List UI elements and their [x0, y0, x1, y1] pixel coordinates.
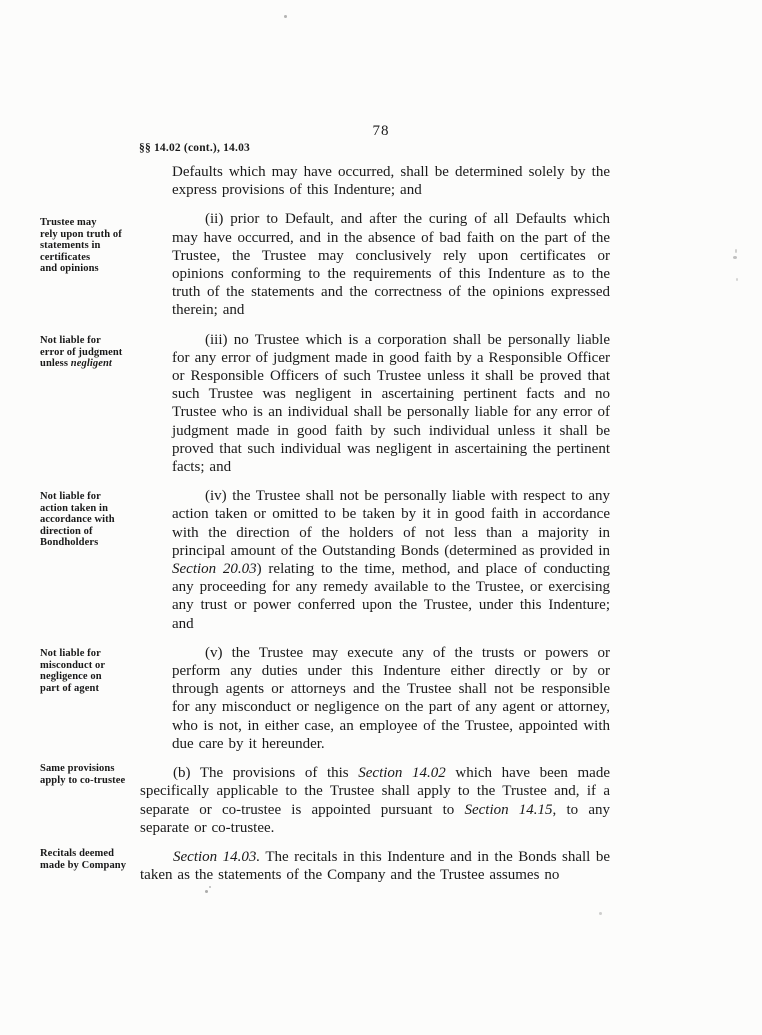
body-paragraph-v — [172, 644, 610, 753]
margin-note-line: rely upon truth of — [40, 228, 122, 240]
margin-note-line: Trustee may — [40, 217, 97, 228]
margin-note-line: Bondholders — [40, 537, 99, 549]
section-reference: Section 14.15 — [464, 801, 553, 818]
margin-note-co-trustee — [40, 763, 142, 786]
margin-note-line: Recitals deemed — [40, 848, 115, 859]
paragraph-text: (v) the Trustee may execute any of the trusts or powers or perform any duties under this Indenture either directly or by or through agents or attorneys and the Trustee shall not be responsible for any misconduct or negligence on the part of any agent or attorney, who is not, in either case, an employee of the Trustee, appointed with due care by it hereunder. — [172, 644, 610, 752]
scan-artifact — [599, 912, 602, 915]
paragraph-text: (iii) no Trustee which is a corporation shall be personally liable for any error of judgment made in good faith by a Responsible Officer or Responsible Officers of such Trustee unless it shall be proved that such Trustee was negligent in ascertaining pertinent facts and no Trustee who is an individual shall be personally liable for any error of judgment made in good faith by such individual unless it shall be proved that such individual was negligent in ascertaining the pertinent facts; and — [172, 331, 610, 476]
margin-note-line — [40, 358, 142, 370]
body-paragraph-ii — [172, 210, 610, 319]
paragraph-text: (iv) the Trustee shall not be personally liable with respect to any action taken or omitted to be taken by it in good faith in accordance with the direction of the holders of not less than a majority in principal amount of the Outstanding Bonds (determined as provided in — [172, 488, 610, 559]
body-column — [140, 163, 610, 895]
paragraph-text: (b) The provisions of this — [173, 765, 359, 782]
margin-note-line: and opinions — [40, 263, 99, 275]
section-reference: Section 14.02 — [358, 765, 446, 782]
paragraph-text: Defaults which may have occurred, shall be determined solely by the express provisions of this Indenture; and — [172, 164, 610, 199]
section-heading: Section 14.03. — [173, 848, 261, 865]
scan-artifact — [209, 886, 211, 888]
margin-note-line: statements in — [40, 240, 101, 252]
scan-artifact — [735, 249, 737, 253]
margin-note-line: error of judgment — [40, 346, 123, 358]
margin-note-line: Not liable for — [40, 335, 101, 346]
margin-note-italic-text: negligent — [70, 358, 112, 370]
margin-note-line: misconduct or — [40, 659, 106, 671]
paragraph-text: ) relating to the time, method, and place of conducting any proceeding for any remedy available to the Trustee, or exercising any trust or power conferred upon the Trustee, under this Indenture; and — [172, 561, 610, 632]
scan-artifact — [733, 256, 737, 259]
body-paragraph-iv — [172, 487, 610, 633]
margin-note-trustee-rely — [40, 217, 142, 275]
margin-note-recitals — [40, 848, 142, 871]
margin-note-text: unless — [40, 358, 71, 370]
margin-note-line: Not liable for — [40, 648, 101, 659]
margin-note-line: negligence on — [40, 671, 102, 683]
margin-note-error-of-judgment — [40, 335, 142, 370]
margin-note-line: Not liable for — [40, 491, 101, 502]
margin-note-line: Same provisions — [40, 763, 115, 774]
scan-artifact — [205, 890, 208, 893]
body-paragraph-iii — [172, 331, 610, 477]
body-paragraph-section-14-03 — [140, 848, 610, 884]
margin-note-line: certificates — [40, 251, 91, 263]
paragraph-text: The recitals in this Indenture and in the Bonds shall be taken as the statements of the Company and the Trustee assumes no — [140, 848, 610, 884]
scan-artifact — [284, 15, 287, 18]
margin-note-line: accordance with — [40, 514, 115, 526]
body-paragraph-i-continuation — [172, 163, 610, 199]
scan-artifact — [736, 278, 738, 281]
paragraph-text: , to any separate or co-trustee. — [140, 801, 610, 836]
margin-note-direction-of-bondholders — [40, 491, 142, 549]
margin-note-line: direction of — [40, 525, 93, 537]
margin-note-line: part of agent — [40, 682, 100, 694]
section-reference: Section 20.03 — [172, 561, 257, 578]
page-number: 78 — [372, 123, 390, 139]
paragraph-text: (ii) prior to Default, and after the curing of all Defaults which may have occurred, and in the absence of bad faith on the part of the Trustee, the Trustee may conclusively rely upon certificates or opinions conforming to the requirements of this Indenture as to the truth of the statements and the correctness of the opinions expressed therein; and — [172, 211, 610, 319]
section-header: §§ 14.02 (cont.), 14.03 — [139, 142, 250, 154]
margin-note-line: action taken in — [40, 502, 109, 514]
body-paragraph-b — [140, 764, 610, 837]
margin-note-misconduct-of-agent — [40, 648, 142, 694]
paragraph-text: which have been made specifically applicable to the Trustee shall apply to the Trustee and, if a separate or co-trustee is appointed pursuant to — [140, 765, 610, 818]
margin-note-line: made by Company — [40, 859, 127, 871]
margin-note-line: apply to co-trustee — [40, 774, 126, 786]
